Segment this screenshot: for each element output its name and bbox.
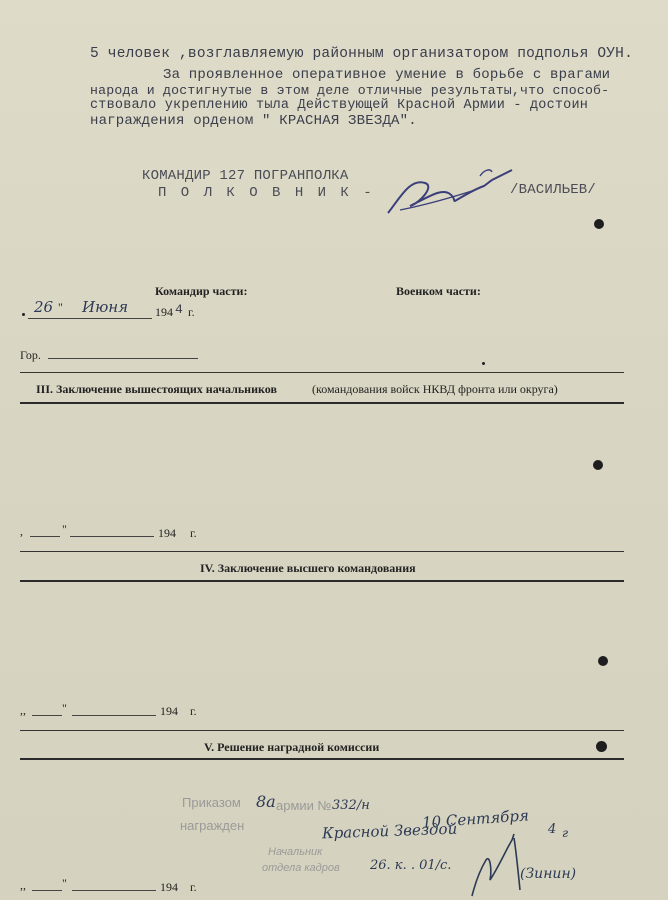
section3-year: 194 bbox=[158, 526, 176, 540]
section4-day-underline bbox=[32, 715, 62, 716]
typed-line-1: 5 человек ,возглавляемую районным организатором подполья ОУН. bbox=[90, 46, 633, 62]
hand-year-digit: 4 bbox=[548, 822, 557, 837]
section5-day-underline bbox=[32, 890, 62, 891]
ink-speck bbox=[482, 362, 485, 365]
commander-signature bbox=[380, 158, 520, 223]
city-label: Гор. bbox=[20, 348, 41, 362]
commander-name: /ВАСИЛЬЕВ/ bbox=[510, 182, 597, 198]
hand-year-suffix: г bbox=[562, 826, 569, 840]
hand-award: Красной Звездой bbox=[321, 819, 458, 843]
typed-line-4: ствовало укреплению тыла Действующей Красной Армии - достоин bbox=[90, 98, 589, 113]
commander-title: КОМАНДИР 127 ПОГРАНПОЛКА bbox=[142, 168, 349, 184]
section5-top-rule bbox=[20, 730, 624, 731]
hand-date-two: 26. к. . 01/с. bbox=[370, 858, 452, 873]
ink-speck bbox=[593, 460, 603, 470]
commander-rank: П О Л К О В Н И К - bbox=[158, 185, 375, 201]
date-quote: " bbox=[58, 300, 63, 314]
section5-bottom-rule bbox=[20, 758, 624, 760]
commander-label: Командир части: bbox=[155, 284, 248, 298]
city-underline bbox=[48, 358, 198, 359]
section4-title: IV. Заключение высшего командования bbox=[200, 561, 416, 575]
typed-line-5: награждения орденом " КРАСНАЯ ЗВЕЗДА". bbox=[90, 113, 417, 129]
section5-date-comma: ,, bbox=[20, 878, 26, 892]
ink-speck bbox=[596, 741, 607, 752]
typed-line-2: За проявленное оперативное умение в борьбе с врагами bbox=[163, 67, 611, 83]
section4-bottom-rule bbox=[20, 580, 624, 582]
section4-year: 194 bbox=[160, 704, 178, 718]
hand-order-date: 10 Сентября bbox=[421, 806, 530, 832]
commissar-label: Военком части: bbox=[396, 284, 481, 298]
date-underline bbox=[28, 318, 152, 319]
section5-title: V. Решение наградной комиссии bbox=[204, 740, 380, 754]
section4-top-rule bbox=[20, 551, 624, 552]
section3-year-suffix: г. bbox=[190, 526, 197, 540]
section3-date-comma: , bbox=[20, 524, 23, 538]
commission-signature bbox=[462, 830, 532, 900]
section4-year-suffix: г. bbox=[190, 704, 197, 718]
section3-date-quote: " bbox=[62, 522, 67, 536]
section4-date-comma: ,, bbox=[20, 703, 26, 717]
year-suffix: г. bbox=[188, 305, 195, 319]
section4-month-underline bbox=[72, 715, 156, 716]
year-prefix: 194 bbox=[155, 305, 173, 319]
date-month: Июня bbox=[82, 298, 129, 316]
stamp-dept: отдела кадров bbox=[262, 862, 340, 874]
section3-month-underline bbox=[70, 536, 154, 537]
year-digit: 4 bbox=[175, 302, 184, 317]
section5-month-underline bbox=[72, 890, 156, 891]
hand-name: (Зинин) bbox=[520, 866, 577, 882]
ink-speck bbox=[598, 656, 608, 666]
ink-speck bbox=[594, 219, 604, 229]
section4-date-quote: " bbox=[62, 701, 67, 715]
date-day: 26 bbox=[34, 298, 54, 316]
typed-line-3: народа и достигнутые в этом деле отличные результаты,что способ- bbox=[90, 83, 610, 98]
section3-title-paren: (командования войск НКВД фронта или округа) bbox=[312, 382, 558, 396]
hand-order-number: 332/н bbox=[332, 798, 370, 813]
stamp-head: Начальник bbox=[268, 846, 323, 858]
section5-year: 194 bbox=[160, 880, 178, 894]
section3-bottom-rule bbox=[20, 402, 624, 404]
stamp-awarded: награжден bbox=[180, 818, 245, 833]
stamp-order: Приказом bbox=[182, 795, 241, 810]
section5-date-quote: " bbox=[62, 876, 67, 890]
section3-title: III. Заключение вышестоящих начальников bbox=[36, 382, 277, 396]
section5-year-suffix: г. bbox=[190, 880, 197, 894]
section3-day-underline bbox=[30, 536, 60, 537]
hand-by: 8а bbox=[256, 792, 276, 811]
date-bullet bbox=[22, 313, 25, 316]
stamp-army: армии № bbox=[276, 798, 332, 813]
section3-top-rule bbox=[20, 372, 624, 373]
